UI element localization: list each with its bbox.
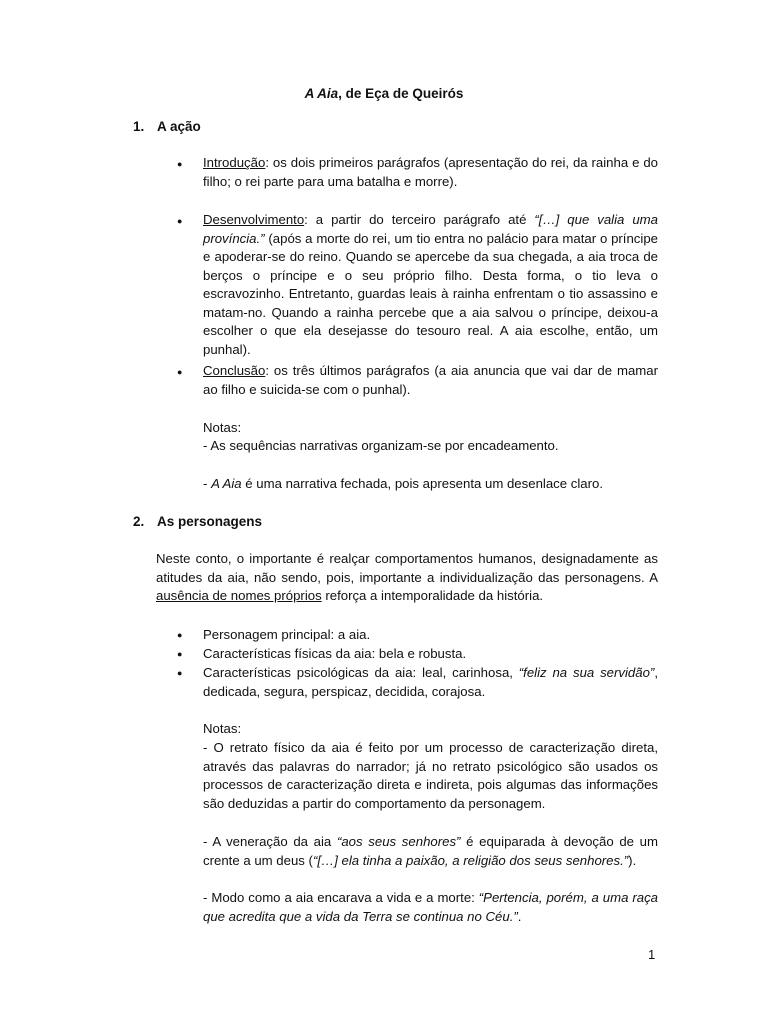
list-item: Personagem principal: a aia. xyxy=(203,627,371,642)
note-item: - O retrato físico da aia é feito por um processo de caracterização direta, através das palavras do narrador; já no retrato psicológico são usados os processos de caracterização direta e indireta, pois algumas das informações são deduzidas a partir do comportamento da personagem. xyxy=(203,740,658,811)
development-label: Desenvolvimento xyxy=(203,212,305,227)
intro-item: Introdução: os dois primeiros parágrafos (apresentação do rei, da rainha e do filho; o rei parte para uma batalha e morre). xyxy=(203,155,658,189)
work-title: A Aia xyxy=(304,86,339,101)
page-number: 1 xyxy=(648,947,656,962)
note-item: - A Aia é uma narrativa fechada, pois apresenta um desenlace claro. xyxy=(203,476,604,491)
title-author: , de Eça de Queirós xyxy=(338,86,464,101)
bullet-icon: ● xyxy=(177,367,183,377)
bullet-icon: ● xyxy=(177,630,183,640)
conclusion-label: Conclusão xyxy=(203,363,266,378)
intro-paragraph: Neste conto, o importante é realçar comportamentos humanos, designadamente as atitudes da aia, não sendo, pois, importante a individualização das personagens. A ausência de nomes próprios reforça a intemporalidade da história. xyxy=(156,551,658,603)
document-title xyxy=(0,86,768,101)
note-item: - Modo como a aia encarava a vida e a morte: “Pertencia, porém, a uma raça que acredita que a vida da Terra se continua no Céu.”. xyxy=(203,890,658,924)
bullet-icon: ● xyxy=(177,668,183,678)
bullet-icon: ● xyxy=(177,159,183,169)
list-item: Características psicológicas da aia: leal, carinhosa, “feliz na sua servidão”, dedicada, segura, perspicaz, decidida, corajosa. xyxy=(203,665,658,699)
note-item: - As sequências narrativas organizam-se por encadeamento. xyxy=(203,438,559,453)
list-item: Características físicas da aia: bela e robusta. xyxy=(203,646,467,661)
notes-label: Notas: xyxy=(203,721,242,736)
notes-label: Notas: xyxy=(203,420,242,435)
section-2-heading: 2. As personagens xyxy=(133,514,263,529)
section-1-heading: 1. A ação xyxy=(133,119,201,134)
bullet-icon: ● xyxy=(177,216,183,226)
development-item: Desenvolvimento: a partir do terceiro parágrafo até “[…] que valia uma província.” (após a morte do rei, um tio entra no palácio para matar o príncipe e apoderar-se do reino. Quando se apercebe da sua chegada, a aia troca de berços o príncipe e o seu próprio filho. Desta forma, o tio leva o escravozinho. Entretanto, guardas leais à rainha enfrentam o tio assassino e matam-no. Quando a rainha percebe que a aia salvou o príncipe, deixou-a escolher o que ela desejasse do tesouro real. A aia escolhe, então, um punhal). xyxy=(203,212,658,357)
intro-label: Introdução xyxy=(203,155,266,170)
note-item: - A veneração da aia “aos seus senhores” é equiparada à devoção de um crente a um deus (“[…] ela tinha a paixão, a religião dos seus senhores.”). xyxy=(203,834,658,868)
conclusion-item: Conclusão: os três últimos parágrafos (a aia anuncia que vai dar de mamar ao filho e suicida-se com o punhal). xyxy=(203,363,658,397)
bullet-icon: ● xyxy=(177,649,183,659)
